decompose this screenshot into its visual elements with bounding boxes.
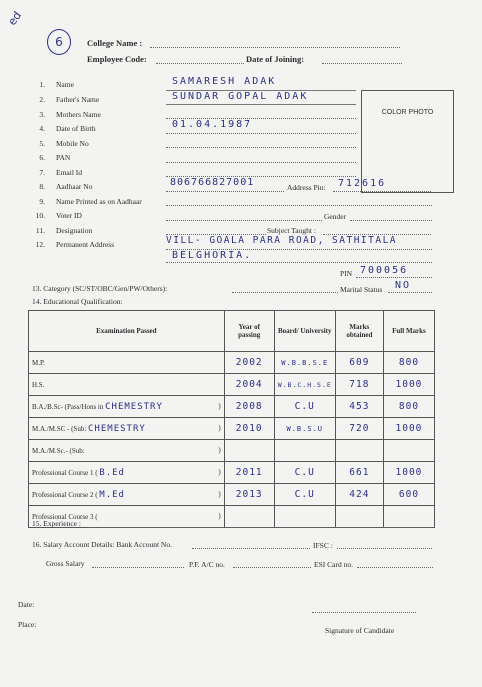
exam-cell: B.A./B.Sc- (Pass/Hons in CHEMESTRY ) <box>29 396 225 418</box>
field-number: 2. <box>39 95 45 104</box>
exam-label: H.S. <box>32 380 45 389</box>
full-marks-cell: 800 <box>383 396 434 418</box>
year-cell: 2010 <box>224 418 274 440</box>
date-of-joining-line <box>322 63 402 64</box>
field-value: VILL- GOALA PARA ROAD, SATHITALA <box>166 235 398 246</box>
table-row <box>29 462 435 484</box>
full-marks-cell <box>383 440 434 462</box>
marks-cell: 661 <box>335 462 383 484</box>
address-line-2: BELGHORIA. <box>172 250 253 261</box>
board-cell: C.U <box>274 484 335 506</box>
experience-line <box>88 527 432 528</box>
field-number: 9. <box>39 197 45 206</box>
pin-value: 700056 <box>360 265 409 276</box>
field-label: Name Printed as on Aadhaar <box>56 197 142 206</box>
college-name-line <box>150 47 400 48</box>
field-label: Designation <box>56 226 93 235</box>
header-full-marks: Full Marks <box>383 311 434 352</box>
address-pin-label: Address Pin: <box>287 183 326 192</box>
board-cell: C.U <box>274 462 335 484</box>
address-pin-line <box>333 191 431 192</box>
table-row <box>29 440 435 462</box>
field-label: Voter ID <box>56 211 82 220</box>
ifsc-label: IFSC : <box>313 541 333 550</box>
exam-handwritten: CHEMESTRY <box>105 401 163 412</box>
esi-card-line <box>357 567 433 568</box>
signature-line <box>312 612 416 613</box>
board-cell <box>274 506 335 528</box>
address-pin-value: 712616 <box>338 178 387 189</box>
exam-handwritten: CHEMESTRY <box>88 423 146 434</box>
field-value: SAMARESH ADAK <box>172 76 277 87</box>
board-cell: W.B.B.S.E <box>274 352 335 374</box>
full-marks-cell: 800 <box>383 352 434 374</box>
exam-cell <box>29 352 225 374</box>
exam-cell: Professional Course 1 ( B.Ed ) <box>29 462 225 484</box>
board-cell <box>274 440 335 462</box>
color-photo-label: COLOR PHOTO <box>381 109 434 116</box>
field-number: 5. <box>39 139 45 148</box>
marks-cell: 424 <box>335 484 383 506</box>
table-row <box>29 352 435 374</box>
exam-label: B.A./B.Sc- (Pass/Hons in <box>32 402 104 411</box>
field-line <box>166 162 356 163</box>
field-label: Email Id <box>56 168 83 177</box>
field-label: Mothers Name <box>56 110 101 119</box>
field-value: 806766827001 <box>170 177 255 188</box>
qualification-table <box>28 310 435 528</box>
field-number: 3. <box>39 110 45 119</box>
field-label: Mobile No <box>56 139 89 148</box>
gross-salary-line <box>92 567 184 568</box>
address-line-2-line <box>166 262 432 263</box>
exam-cell: Professional Course 2 ( M.Ed ) <box>29 484 225 506</box>
field-line <box>166 147 356 148</box>
field-label: PAN <box>56 153 71 162</box>
exam-cell: M.A./M.Sc.- (Sub: ) <box>29 440 225 462</box>
field-label: Permanent Address <box>56 240 115 249</box>
field-number: 8. <box>39 182 45 191</box>
full-marks-cell: 1000 <box>383 374 434 396</box>
place-label: Place: <box>18 620 37 629</box>
board-cell: W.B.C.H.S.E <box>274 374 335 396</box>
board-cell: C.U <box>274 396 335 418</box>
category-line <box>232 292 338 293</box>
year-cell <box>224 440 274 462</box>
full-marks-cell <box>383 506 434 528</box>
category-label: 13. Category (SC/ST/OBC/Gen/PW/Others): <box>32 284 168 293</box>
year-cell: 2013 <box>224 484 274 506</box>
table-row <box>29 374 435 396</box>
field-value: 01.04.1987 <box>172 119 253 130</box>
exam-cell: M.A./M.SC - (Sub: CHEMESTRY ) <box>29 418 225 440</box>
marks-cell <box>335 506 383 528</box>
exam-label: Professional Course 3 ( <box>32 512 98 521</box>
pin-label: PIN <box>340 269 353 278</box>
exam-cell <box>29 374 225 396</box>
circled-form-number: 6 <box>47 29 71 55</box>
field-number: 11. <box>35 226 45 235</box>
table-row <box>29 418 435 440</box>
gross-salary-label: Gross Salary <box>46 559 85 568</box>
year-cell: 2002 <box>224 352 274 374</box>
board-cell: W.B.S.U <box>274 418 335 440</box>
exam-label: Professional Course 2 ( <box>32 490 98 499</box>
marital-status-label: Marital Status <box>340 285 383 294</box>
exam-label: Professional Course 1 ( <box>32 468 98 477</box>
exam-label: M.P. <box>32 358 45 367</box>
year-cell: 2008 <box>224 396 274 418</box>
field-label: Date of Birth <box>56 124 96 133</box>
corner-handwritten-mark: ed <box>5 9 25 28</box>
gender-line <box>350 220 432 221</box>
field-number: 4. <box>39 124 45 133</box>
field-label: Father's Name <box>56 95 100 104</box>
exam-label: M.A./M.Sc.- (Sub: <box>32 446 85 455</box>
gender-label: Gender <box>324 212 347 221</box>
table-row <box>29 484 435 506</box>
bank-account-line <box>192 548 310 549</box>
exam-label: M.A./M.SC - (Sub: <box>32 424 87 433</box>
salary-account-label: 16. Salary Account Details: Bank Account No. <box>32 540 172 549</box>
marks-cell: 453 <box>335 396 383 418</box>
header-year-of-passing: Year of passing <box>224 311 274 352</box>
table-header-row <box>29 311 435 352</box>
esi-card-label: ESI Card no. <box>314 560 353 569</box>
pf-account-line <box>233 567 311 568</box>
full-marks-cell: 600 <box>383 484 434 506</box>
field-number: 1. <box>39 80 45 89</box>
marital-status-line <box>388 292 432 293</box>
exam-handwritten: M.Ed <box>99 489 125 500</box>
field-number: 7. <box>39 168 45 177</box>
subject-taught-label: Subject Taught : <box>267 226 316 235</box>
field-label: Name <box>56 80 74 89</box>
field-line <box>166 205 432 206</box>
exam-cell: Professional Course 3 ( ) <box>29 506 225 528</box>
year-cell <box>224 506 274 528</box>
signature-label: Signature of Candidate <box>325 626 395 635</box>
year-cell: 2004 <box>224 374 274 396</box>
field-label: Aadhaar No <box>56 182 93 191</box>
marks-cell <box>335 440 383 462</box>
field-number: 6. <box>39 153 45 162</box>
exam-handwritten: B.Ed <box>99 467 125 478</box>
employee-code-line <box>156 63 244 64</box>
table-row <box>29 396 435 418</box>
table-row <box>29 506 435 528</box>
date-of-joining-label: Date of Joining: <box>246 54 305 64</box>
year-cell: 2011 <box>224 462 274 484</box>
educational-qualification-label: 14. Educational Qualification: <box>32 297 123 306</box>
header-board-university: Board/ University <box>274 311 335 352</box>
field-line <box>166 191 284 192</box>
date-label: Date: <box>18 600 35 609</box>
header-examination-passed: Examination Passed <box>29 311 225 352</box>
experience-label: 15. Experience : <box>32 519 81 528</box>
pf-account-label: P.F. A/C no. <box>189 560 225 569</box>
field-value: SUNDAR GOPAL ADAK <box>172 91 309 102</box>
field-number: 10. <box>35 211 45 220</box>
field-line <box>166 104 356 105</box>
full-marks-cell: 1000 <box>383 418 434 440</box>
header-marks-obtained: Marks obtained <box>335 311 383 352</box>
field-line <box>166 220 322 221</box>
field-number: 12. <box>35 240 45 249</box>
marks-cell: 720 <box>335 418 383 440</box>
marital-status-value: NO <box>395 280 412 291</box>
full-marks-cell: 1000 <box>383 462 434 484</box>
marks-cell: 718 <box>335 374 383 396</box>
pin-line <box>356 277 432 278</box>
field-line <box>166 133 356 134</box>
employee-code-label: Employee Code: <box>87 54 147 64</box>
college-name-label: College Name : <box>87 38 143 48</box>
ifsc-line <box>337 548 432 549</box>
marks-cell: 609 <box>335 352 383 374</box>
